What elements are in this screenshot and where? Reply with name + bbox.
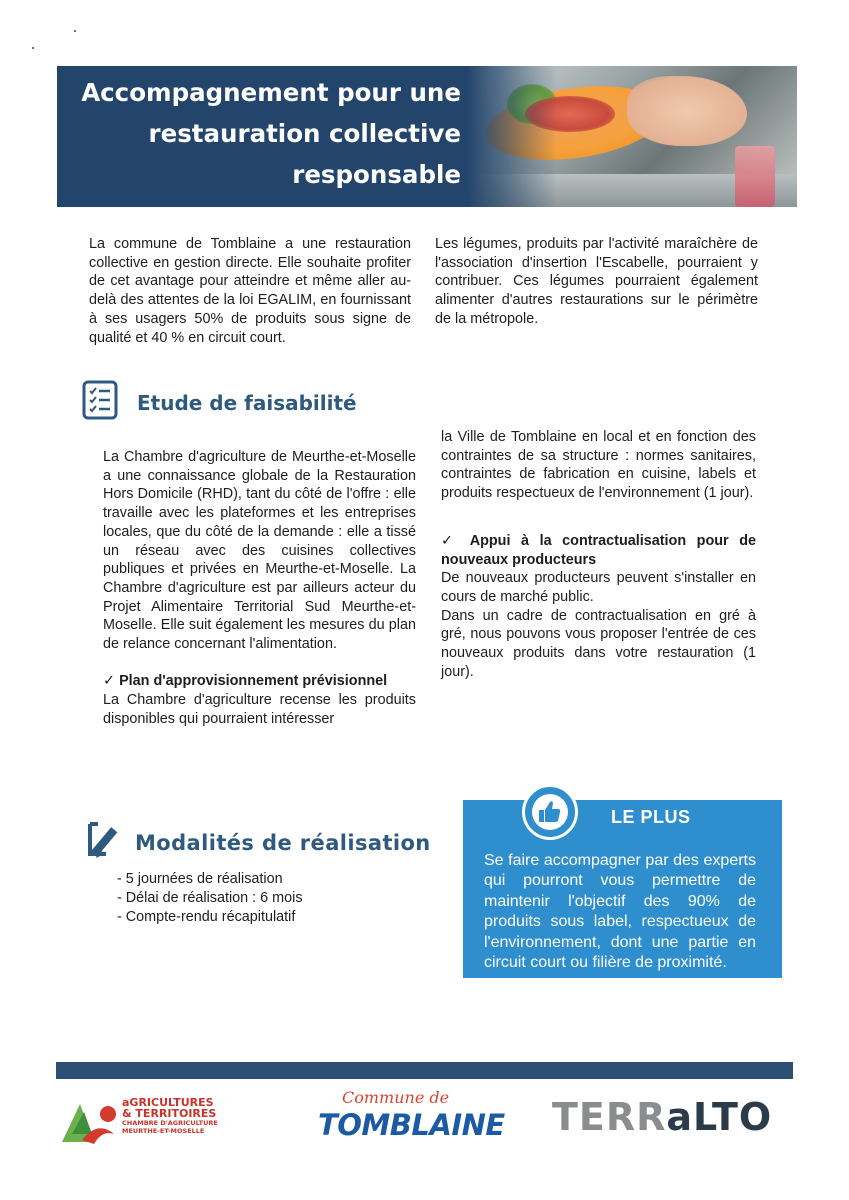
page-title-line: Accompagnement pour une	[81, 78, 461, 107]
checklist-icon	[82, 380, 118, 420]
check-mark-icon: ✓	[103, 673, 116, 690]
photo-hand	[627, 76, 747, 146]
page-title	[57, 72, 461, 195]
logo-text: aGRICULTURES	[122, 1096, 214, 1109]
header-banner	[57, 66, 797, 207]
appui-block	[441, 532, 756, 682]
check-mark-icon: ✓	[441, 532, 460, 549]
page-title-line: restauration collective	[148, 119, 461, 148]
canteen-photo	[467, 66, 797, 207]
appui-text-1: De nouveaux producteurs peuvent s'installer en cours de marché public.	[441, 570, 756, 605]
logo-text: MEURTHE-ET-MOSELLE	[122, 1126, 205, 1135]
plan-subheading-text: Plan d'approvisionnement prévisionnel	[119, 673, 388, 690]
footer-bar	[56, 1062, 793, 1079]
le-plus-badge	[522, 784, 578, 840]
etude-right-paragraph: la Ville de Tomblaine en local et en fonction des contraintes de sa structure : normes sanitaires, contraintes de fabrication en cuisine, labels et produits respectueux de l'environnement (1 jour).	[441, 429, 756, 502]
list-item: - 5 journées de réalisation	[117, 871, 283, 887]
badge-inner	[532, 794, 568, 830]
thumbs-up-icon	[532, 794, 568, 830]
photo-jar	[735, 146, 775, 207]
logo-text: CHAMBRE D'AGRICULTURE	[122, 1119, 218, 1127]
terralto-logo-part: aLTO	[666, 1095, 773, 1139]
appui-text-2: Dans un cadre de contractualisation en gré à gré, nous pouvons vous proposer l'entrée de ces nouveaux produits dans votre restauration (1 jour).	[441, 607, 756, 680]
tomblaine-logo-script: Commune de	[342, 1088, 450, 1107]
scan-speck	[74, 30, 76, 32]
list-item: - Compte-rendu récapitulatif	[117, 909, 296, 925]
section-heading-modalites: Modalités de réalisation	[135, 831, 431, 855]
photo-fade	[467, 66, 557, 207]
logo-text: & TERRITOIRES	[122, 1107, 217, 1120]
etude-left-column	[103, 448, 416, 729]
section-heading-etude: Etude de faisabilité	[137, 391, 357, 415]
etude-left-paragraph: La Chambre d'agriculture de Meurthe-et-Moselle a une connaissance globale de la Restauration Hors Domicile (RHD), tant du côté de l'offre : elle travaille avec les plateformes et les entreprises locales, que du côté de la demande : elle a tissé un réseau avec des cuisines collectives publiques et privées en Meurthe-et-Moselle. La Chambre d'agriculture est par ailleurs acteur du Projet Alimentaire Territorial Sud Meurthe-et-Moselle. Elle suit également les mesures du plan de relance concernant l'alimentation.	[103, 449, 416, 653]
modalites-list	[117, 870, 303, 927]
intro-right-paragraph: Les légumes, produits par l'activité maraîchère de l'association d'insertion l'Escabelle, pourraient y contribuer. Ces légumes pourraient également alimenter d'autres restaurations sur le périmètre de la métropole.	[435, 236, 758, 327]
plan-subheading	[103, 673, 387, 689]
list-item: - Délai de réalisation : 6 mois	[117, 890, 303, 906]
pen-edit-icon	[86, 820, 124, 860]
appui-subheading	[441, 533, 756, 568]
appui-subheading-text: Appui à la contractualisation pour de nouveaux producteurs	[441, 532, 757, 568]
terralto-logo	[552, 1095, 772, 1139]
page-title-line: responsable	[292, 160, 461, 189]
chambre-agriculture-logo-text	[122, 1097, 218, 1134]
terralto-logo-part: TERR	[552, 1095, 667, 1139]
intro-left-paragraph: La commune de Tomblaine a une restauration collective en gestion directe. Elle souhaite profiter de cet avantage pour atteindre et même aller au-delà des attentes de la loi EGALIM, en fournissant à ses usagers 50% de produits sous signe de qualité et 40 % en circuit court.	[89, 236, 411, 346]
le-plus-text: Se faire accompagner par des experts qui pourront vous permettre de maintenir l'objectif des 90% de produits sous label, respectueux de l'environnement, dont une partie en circuit court ou filière de proximité.	[484, 852, 756, 972]
plan-text: La Chambre d'agriculture recense les produits disponibles qui pourraient intéresser	[103, 692, 416, 727]
le-plus-title: LE PLUS	[611, 807, 691, 827]
etude-right-column	[441, 428, 756, 681]
plan-block	[103, 672, 416, 728]
tomblaine-logo: TOMBLAINE	[318, 1108, 505, 1142]
scan-speck	[32, 47, 34, 49]
